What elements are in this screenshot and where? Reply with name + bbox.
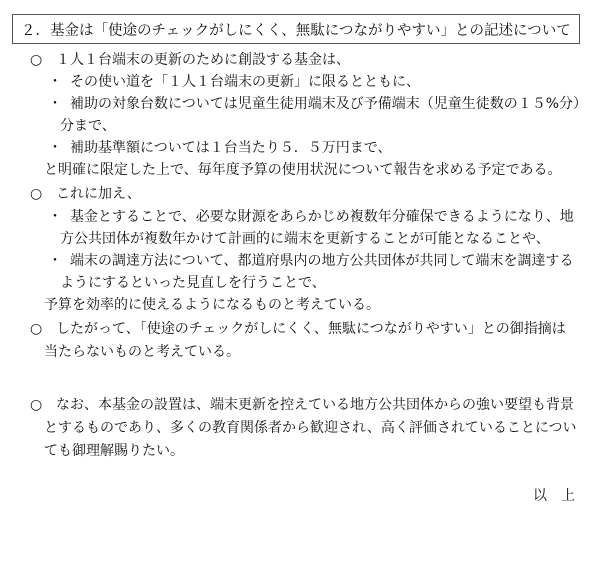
paragraph-2-line-1: ○ これに加え、	[30, 186, 141, 202]
paragraph-2-item-1: ・ 基金とすることで、必要な財源をあらかじめ複数年分確保できるようになり、地	[48, 209, 574, 225]
paragraph-4-line-1: ○ なお、本基金の設置は、端末更新を控えている地方公共団体からの強い要望も背景	[30, 397, 574, 413]
paragraph-1-conclusion: と明確に限定した上で、毎年度予算の使用状況について報告を求める予定である。	[44, 162, 562, 178]
dot-bullet-icon: ・	[48, 209, 62, 225]
dot-bullet-icon: ・	[48, 253, 62, 269]
paragraph-2-item-2-cont: ようにするといった見直しを行うことで、	[60, 275, 326, 291]
circle-bullet-icon: ○	[30, 397, 43, 413]
closing-remark: 以 上	[533, 488, 575, 504]
dot-bullet-icon: ・	[48, 96, 62, 112]
paragraph-4-line-3: ても御理解賜りたい。	[44, 443, 184, 459]
paragraph-3-line-1: ○ したがって、「使途のチェックがしにくく、無駄につながりやすい」との御指摘は	[30, 321, 566, 337]
section-heading	[12, 14, 580, 44]
paragraph-1-item-2: ・ 補助の対象台数については児童生徒用端末及び予備端末（児童生徒数の１５%分）	[48, 96, 588, 112]
paragraph-1-item-3: ・ 補助基準額については１台当たり５．５万円まで、	[48, 140, 392, 156]
paragraph-1-item-2-cont: 分まで、	[60, 118, 116, 134]
circle-bullet-icon: ○	[30, 186, 43, 202]
circle-bullet-icon: ○	[30, 52, 43, 68]
paragraph-2-item-1-cont: 方公共団体が複数年かけて計画的に端末を更新することが可能となることや、	[60, 231, 550, 247]
paragraph-1-line-1: ○ １人１台端末の更新のために創設する基金は、	[30, 52, 350, 68]
section-heading-text: ２．基金は「使途のチェックがしにくく、無駄につながりやすい」との記述について	[21, 22, 571, 39]
dot-bullet-icon: ・	[48, 74, 62, 90]
circle-bullet-icon: ○	[30, 321, 43, 337]
paragraph-2-conclusion: 予算を効率的に使えるようになるものと考えている。	[44, 297, 380, 313]
paragraph-3-line-2: 当たらないものと考えている。	[44, 344, 240, 360]
dot-bullet-icon: ・	[48, 140, 62, 156]
paragraph-4-line-2: とするものであり、多くの教育関係者から歓迎され、高く評価されていることについ	[44, 420, 577, 436]
paragraph-1-item-1: ・ その使い道を「１人１台端末の更新」に限るとともに、	[48, 74, 420, 90]
paragraph-2-item-2: ・ 端末の調達方法について、都道府県内の地方公共団体が共同して端末を調達する	[48, 253, 574, 269]
